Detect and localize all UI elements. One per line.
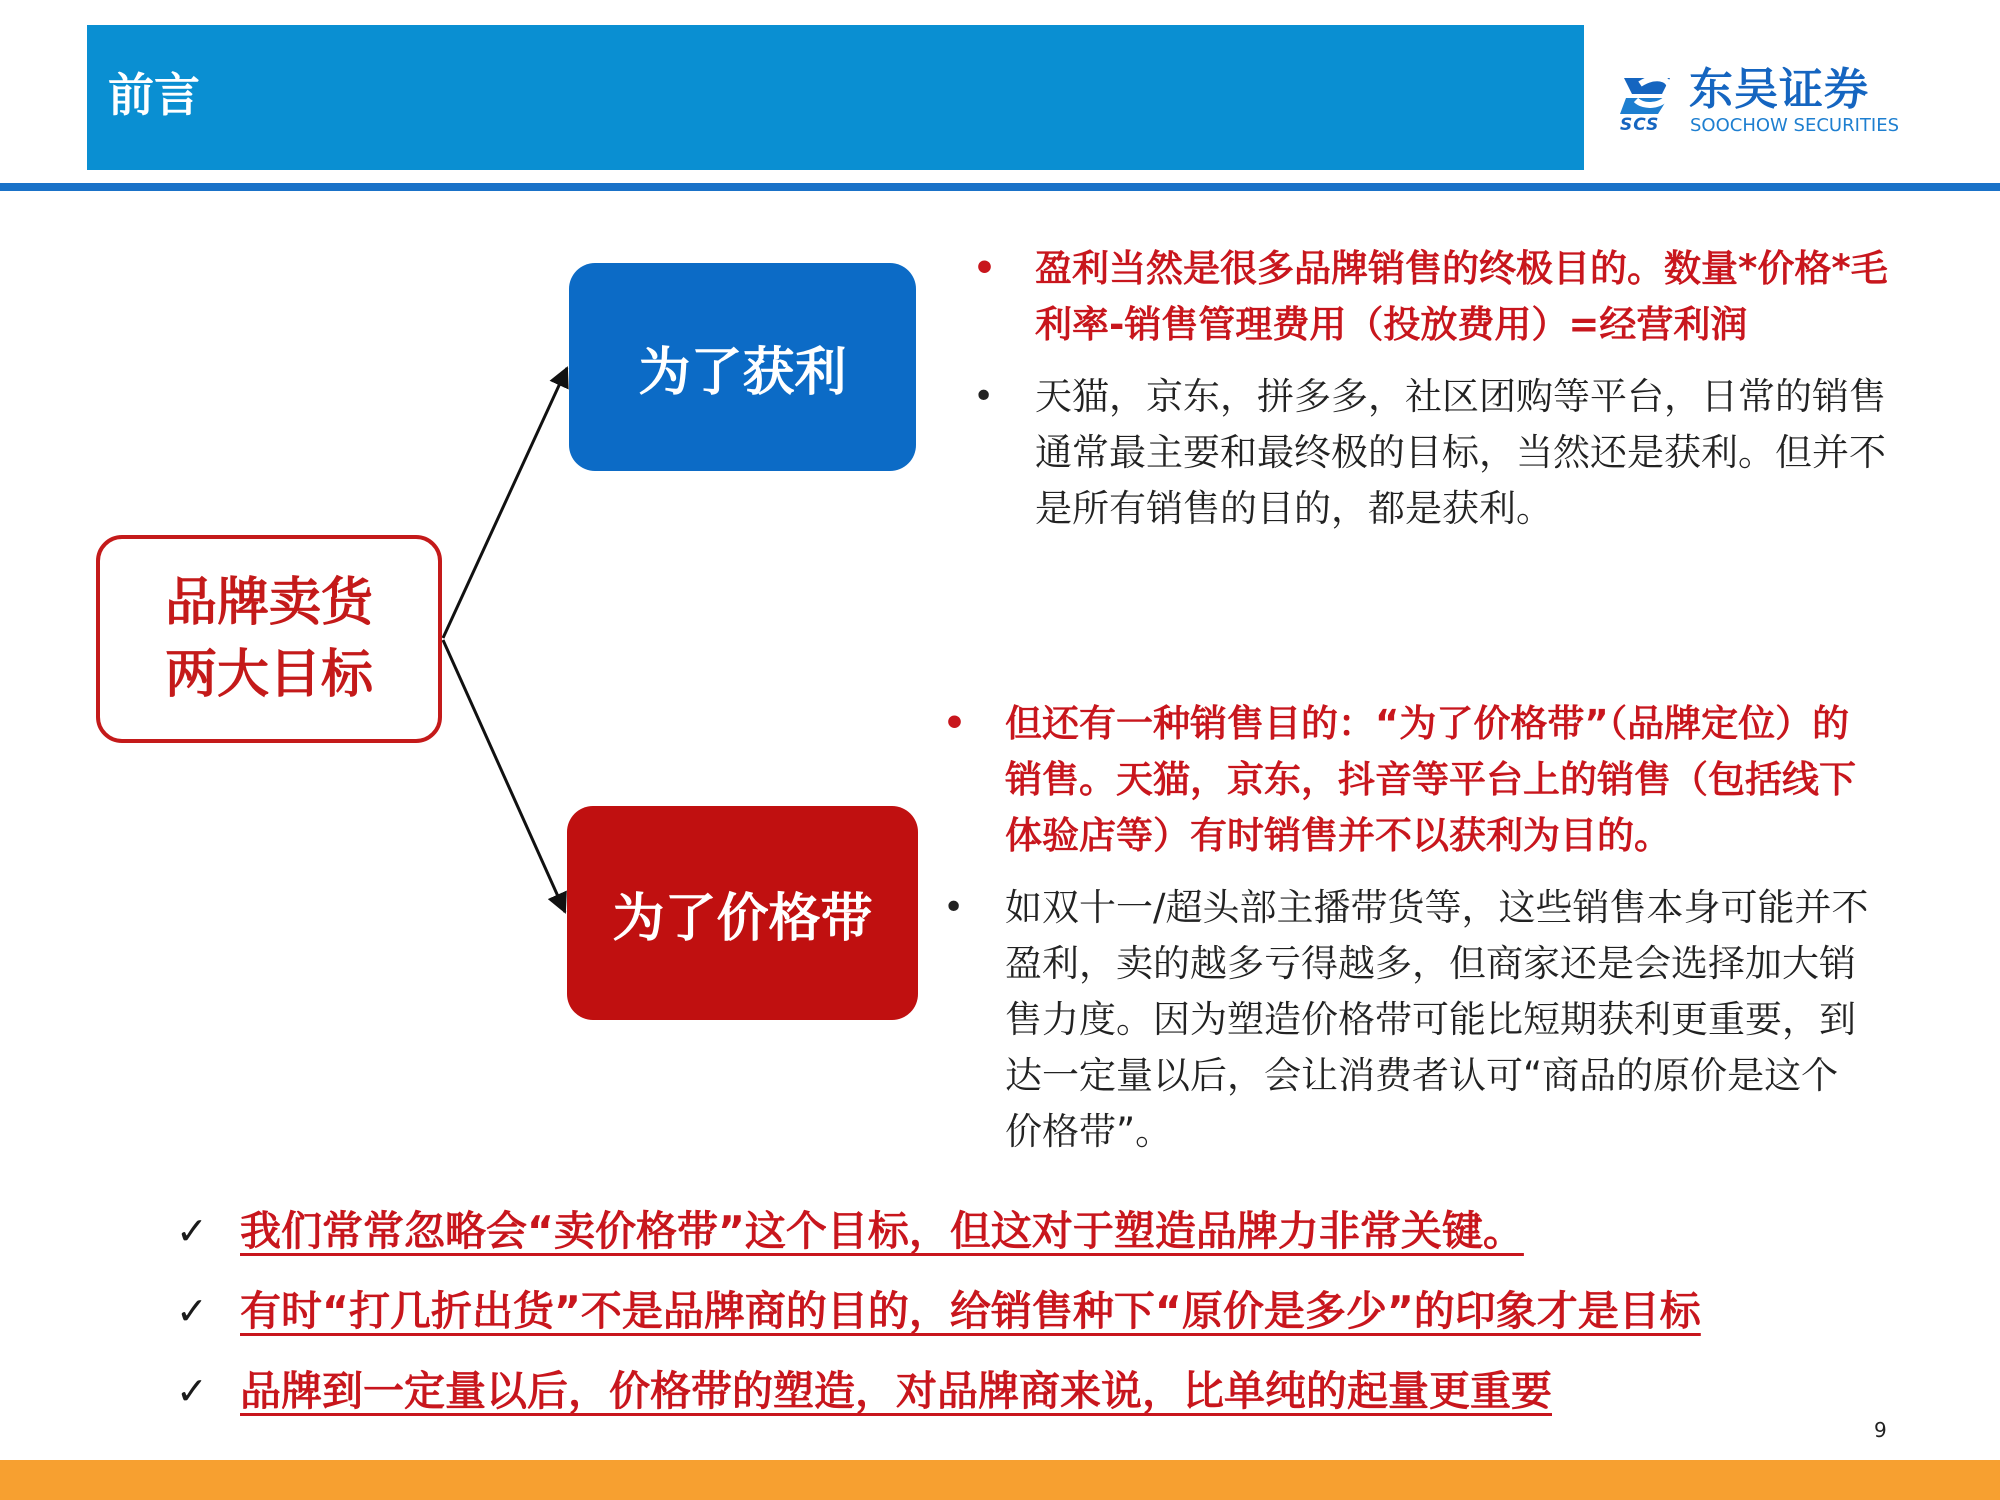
- conclusion-text: 品牌到一定量以后，价格带的塑造，对品牌商来说，比单纯的起量更重要: [240, 1367, 1552, 1415]
- profit-goal-label: 为了获利: [638, 342, 847, 403]
- logo-abbreviation: SCS: [1620, 115, 1660, 135]
- price-band-bullet-2: [940, 880, 1870, 1160]
- logo-english-name: SOOCHOW SECURITIES: [1690, 115, 1900, 136]
- bullet-dot-icon: •: [973, 376, 995, 417]
- checkmark-icon: ✓: [176, 1289, 208, 1333]
- bullet-dot-icon: •: [943, 887, 965, 928]
- price-band-goal-label: 为了价格带: [612, 888, 873, 949]
- logo-name: 东吴证券: [1689, 64, 1869, 115]
- page-title: 前言: [108, 68, 200, 122]
- bullet-text: 天猫，京东，拼多多，社区团购等平台，日常的销售通常最主要和最终极的目标，当然还是获利。但并不是所有销售的目的，都是获利。: [1035, 375, 1886, 530]
- bullet-text: 如双十一/超头部主播带货等，这些销售本身可能并不盈利，卖的越多亏得越多，但商家还是会选择加大销售力度。因为塑造价格带可能比短期获利更重要，到达一定量以后，会让消费者认可“商品的原价是这个价格带”。: [1005, 886, 1869, 1153]
- page-number: 9: [1874, 1418, 1887, 1442]
- conclusion-list: [176, 1198, 1976, 1442]
- bullet-dot-icon: •: [943, 703, 967, 744]
- root-goal-box: [96, 535, 442, 743]
- conclusion-item-2: [176, 1278, 1976, 1358]
- price-band-bullet-1: [940, 696, 1870, 864]
- conclusion-item-3: [176, 1358, 1976, 1442]
- profit-bullet-1: [970, 241, 1900, 353]
- root-goal-line2: 两大目标: [164, 645, 373, 705]
- price-band-goal-box: [567, 806, 918, 1020]
- profit-goal-box: [569, 263, 916, 471]
- profit-bullet-2: [970, 369, 1900, 537]
- bullet-text: 盈利当然是很多品牌销售的终极目的。数量*价格*毛利率-销售管理费用（投放费用）=经营利润: [1035, 247, 1888, 346]
- footer-bar: [0, 1460, 2000, 1500]
- profit-bullet-list: [970, 241, 1900, 537]
- conclusion-text: 我们常常忽略会“卖价格带”这个目标，但这对于塑造品牌力非常关键。: [240, 1207, 1524, 1255]
- bullet-dot-icon: •: [973, 248, 997, 289]
- arrow-to-profit: [443, 368, 567, 638]
- conclusion-text: 有时“打几折出货”不是品牌商的目的，给销售种下“原价是多少”的印象才是目标: [240, 1287, 1701, 1335]
- root-goal-line1: 品牌卖货: [164, 573, 373, 633]
- bullet-text: 但还有一种销售目的：“为了价格带”（品牌定位）的销售。天猫，京东，抖音等平台上的销售（包括线下体验店等）有时销售并不以获利为目的。: [1005, 702, 1856, 857]
- conclusion-item-1: [176, 1198, 1976, 1278]
- arrow-to-price-band: [443, 640, 565, 912]
- price-band-bullet-list: [940, 696, 1870, 1160]
- checkmark-icon: ✓: [176, 1209, 208, 1253]
- checkmark-icon: ✓: [176, 1369, 208, 1413]
